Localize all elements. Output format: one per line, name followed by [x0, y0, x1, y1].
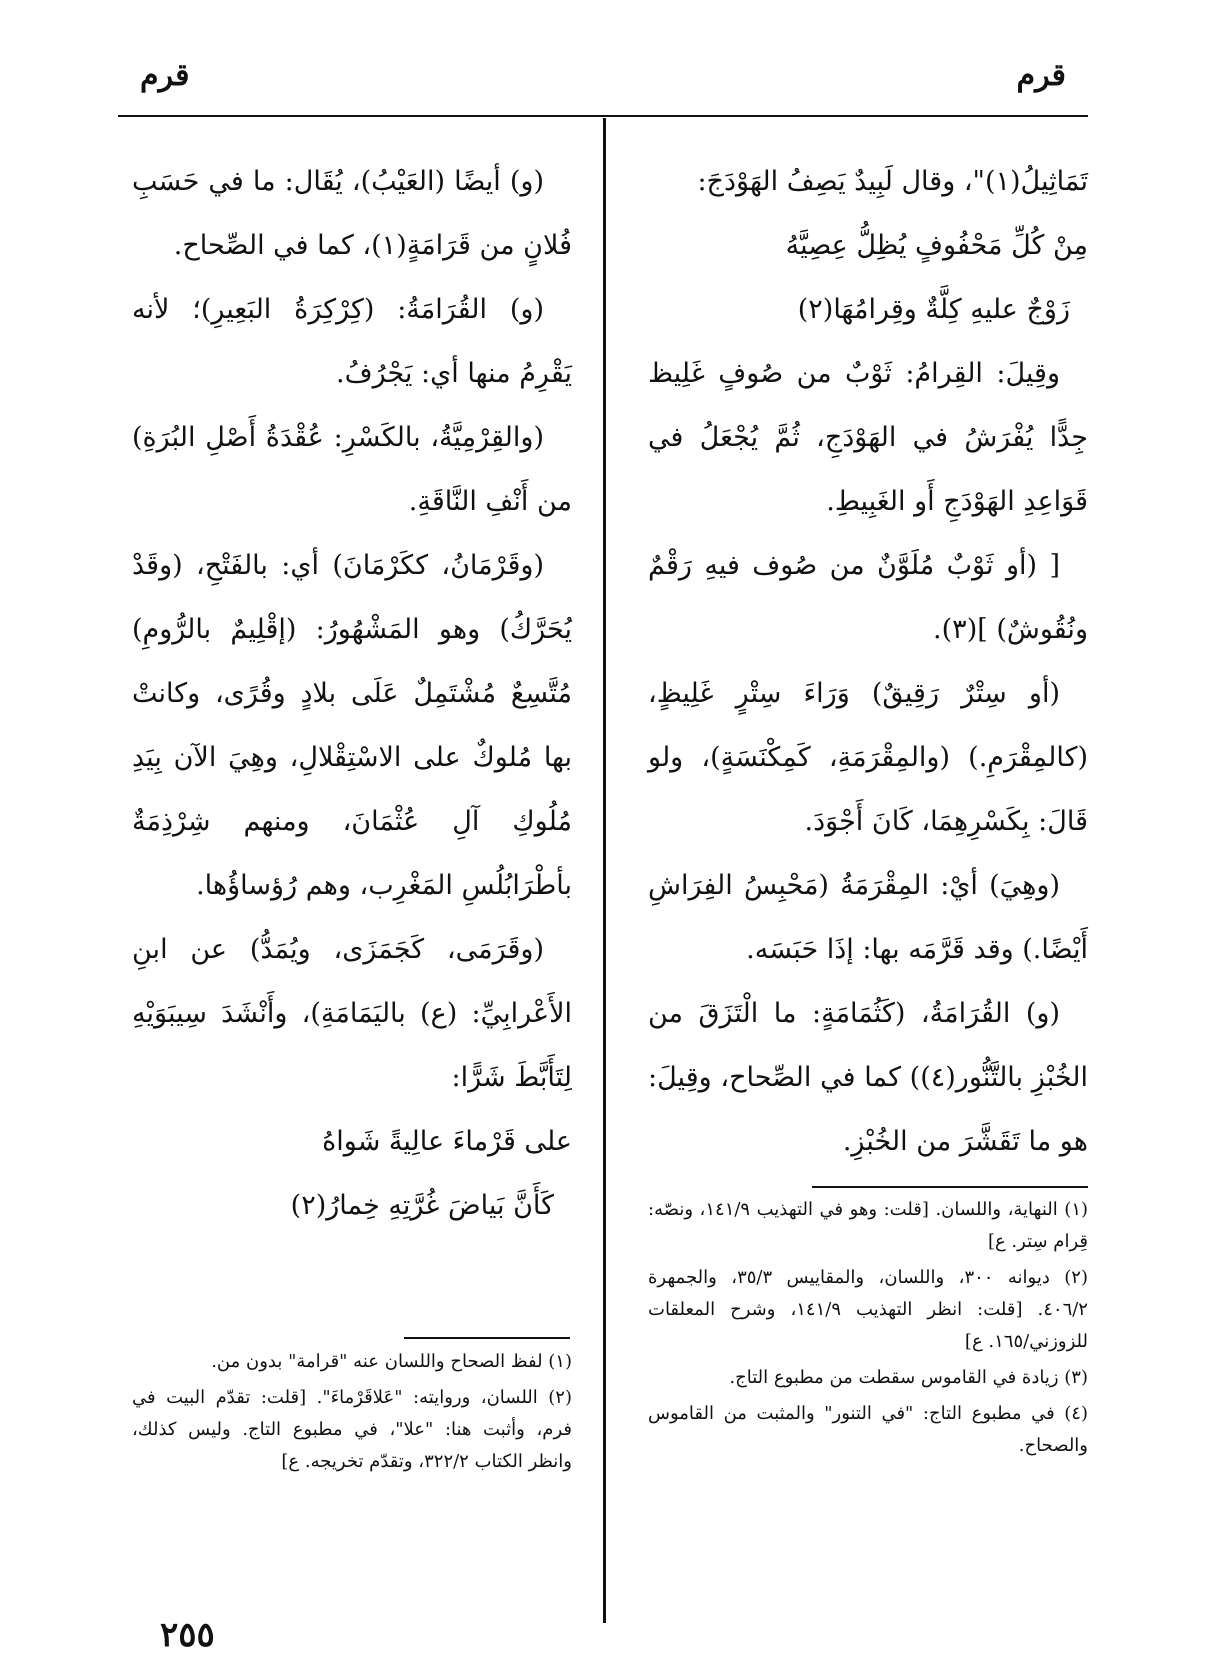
header-entry-word-right: قرم: [1016, 58, 1066, 93]
paragraph: (وقَرْمَانُ، ككَرْمَانَ) أي: بالفَتْحِ، (وقَدْ يُحَرَّكُ) وهو المَشْهُورُ: (إقْلِيمٌ بالرُّومِ) مُتَّسِعٌ مُشْتَمِلٌ عَلَى بلادٍ وقُرًى، وكانتْ بها مُلوكٌ على الاسْتِقْلالِ، وهِيَ الآن بِيَدِ مُلُوكِ آلِ عُثْمَانَ، ومنهم شِرْذِمَةٌ بأطْرَابُلُسِ المَغْرِب، وهم رُؤساؤُها.: [132, 550, 572, 901]
paragraph: وقِيلَ: القِرامُ: ثَوْبٌ من صُوفٍ غَلِيظ جِدًّا يُفْرَشُ في الهَوْدَجِ، ثُمَّ يُجْعَلُ في قَوَاعِدِ الهَوْدَجِ أَو الغَبِيطِ.: [648, 358, 1088, 517]
paragraph: (وهِيَ) أيْ: المِقْرَمَةُ (مَحْبِسُ الفِرَاشِ أَيْضًا.) وقد قَرَّمَه بها: إذَا حَبَسَه.: [648, 870, 1088, 965]
footnote: (١) لفظ الصحاح واللسان عنه "قرامة" بدون من.: [211, 1351, 572, 1372]
paragraph: (والقِرْمِيَّةُ، بالكَسْرِ: عُقْدَةُ أَصْلِ البُرَةِ) من أَنْفِ النَّاقَةِ.: [132, 422, 572, 517]
paragraph: (أو سِتْرٌ رَقِيقٌ) وَرَاءَ سِتْرٍ غَلِيظٍ، (كالمِقْرَمِ.) (والمِقْرَمَةِ، كَمِكْنَسَةٍ)، ولو قَالَ: بِكَسْرِهِمَا، كَانَ أَجْوَدَ.: [648, 678, 1088, 837]
footnote: (٣) زيادة في القاموس سقطت من مطبوع التاج.: [729, 1367, 1088, 1388]
paragraph: [ (أو ثَوْبٌ مُلَوَّنٌ من صُوف فيهِ رَقْمٌ ونُقُوشٌ) ](٣).: [648, 550, 1088, 645]
verse-line: على قَرْماءَ عالِيةً شَواهُ: [322, 1126, 572, 1157]
footnotes-right: [648, 1194, 1088, 1466]
footnote: (١) النهاية، واللسان. [قلت: وهو في التهذيب ١٤١/٩، ونصّه: قِرام سِتر. ع]: [648, 1199, 1089, 1252]
paragraph: (و) القُرَامَةُ: (كِرْكِرَةُ البَعِيرِ)؛ لأنه يَقْرِمُ منها أي: يَجْرُفُ.: [132, 294, 572, 389]
footnote: (٢) اللسان، وروايته: "عَلاقَرْماءَ". [قلت: تقدّم البيت في فرم، وأثبت هنا: "علا"، في مطبوع التاج. وليس كذلك، وانظر الكتاب ٣٢٢/٢، وتقدّم تخريجه. ع]: [132, 1387, 572, 1472]
verse-line: مِنْ كُلِّ مَحْفُوفٍ يُظِلُّ عِصِيَّهُ: [785, 230, 1088, 261]
paragraph: تَمَاثِيلُ(١)"، وقال لَبِيدٌ يَصِفُ الهَوْدَجَ:: [697, 166, 1088, 197]
verse-line: كَأَنَّ بَياضَ غُرَّتِهِ خِمارُ(٢): [290, 1190, 554, 1221]
header-entry-word-left: قرم: [140, 58, 190, 93]
column-divider: [603, 118, 606, 1623]
paragraph: (وقَرَمَى، كَجَمَزَى، ويُمَدُّ) عن ابنِ الأَعْرابِيِّ: (ع) باليَمَامَةِ)، وأَنْشَدَ سِيبَوَيْهِ لِتَأَبَّطَ شَرًّا:: [132, 934, 572, 1093]
paragraph: (و) أيضًا (العَيْبُ)، يُقَال: ما في حَسَبِ فُلانٍ من قَرَامَةٍ(١)، كما في الصِّحاح.: [132, 166, 572, 261]
page-number: ٢٥٥: [160, 1615, 215, 1655]
verse-line: زَوْجٌ عليهِ كِلَّةٌ وقِرامُهَا(٢): [797, 294, 1070, 325]
footnote: (٤) في مطبوع التاج: "في التنور" والمثبت من القاموس والصحاح.: [648, 1403, 1088, 1456]
right-column: [648, 150, 1088, 1174]
footnote-rule-right: [812, 1186, 1088, 1188]
footnote: (٢) ديوانه ٣٠٠، واللسان، والمقاييس ٣٥/٣، والجمهرة ٤٠٦/٢. [قلت: انظر التهذيب ١٤١/٩، وشرح المعلقات للزوزني/١٦٥. ع]: [648, 1267, 1088, 1352]
header-rule: [118, 115, 1088, 117]
footnotes-left: [132, 1346, 572, 1482]
left-column: [132, 150, 572, 1238]
footnote-rule-left: [404, 1337, 570, 1339]
paragraph: (و) القُرَامَةُ، (كَثُمَامَةٍ: ما الْتَزَقَ من الخُبْزِ بالتَّنُّور(٤)) كما في الصِّحاح، وقِيلَ: هو ما تَقَشَّرَ من الخُبْزِ.: [648, 998, 1088, 1157]
